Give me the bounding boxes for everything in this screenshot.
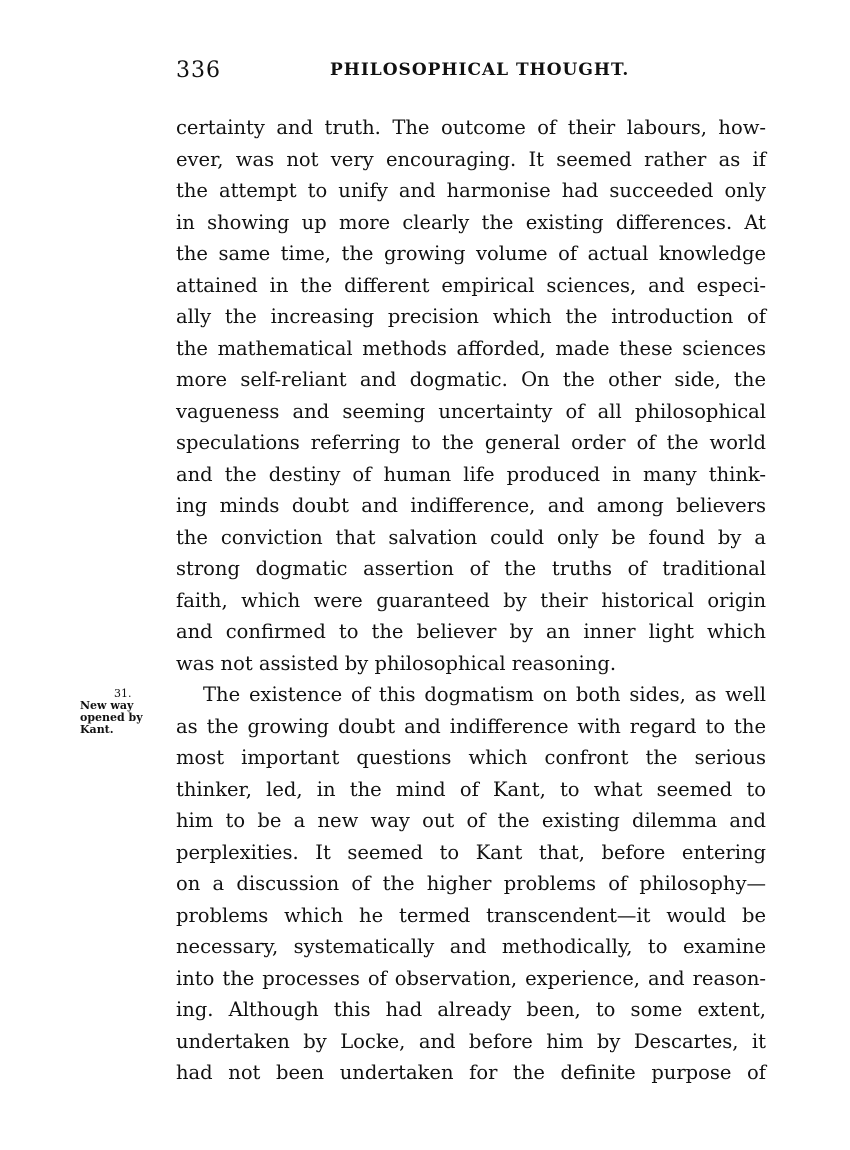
text-line: attained in the different empirical sciences, and especi- — [176, 273, 766, 297]
text-line: faith, which were guaranteed by their historical origin — [176, 588, 766, 612]
text-line: ing minds doubt and indifference, and among believers — [176, 494, 766, 517]
text-line: perplexities. It seemed to Kant that, before entering — [176, 840, 766, 864]
text-line: strong dogmatic assertion of the truths of traditional — [176, 557, 766, 580]
running-head — [176, 58, 766, 90]
text-line: more self-reliant and dogmatic. On the other side, the — [176, 368, 766, 391]
text-line: certainty and truth. The outcome of their labours, how- — [176, 116, 766, 139]
text-line: and the destiny of human life produced in many think- — [176, 462, 766, 486]
text-line: the mathematical methods afforded, made these sciences — [176, 336, 766, 360]
text-line: ever, was not very encouraging. It seemed rather as if — [176, 147, 766, 171]
body-text — [176, 112, 766, 1089]
text-line: ally the increasing precision which the introduction of — [176, 305, 766, 328]
text-line: The existence of this dogmatism on both sides, as well — [203, 683, 766, 706]
margin-note-line: opened by — [80, 711, 143, 724]
text-line: undertaken by Locke, and before him by Descartes, it — [176, 1029, 766, 1053]
text-line: vagueness and seeming uncertainty of all philosophical — [176, 399, 766, 423]
text-line: in showing up more clearly the existing differences. At — [176, 210, 766, 234]
text-line: ing. Although this had already been, to some extent, — [176, 998, 766, 1021]
text-line: the same time, the growing volume of actual knowledge — [176, 242, 766, 265]
text-line: as the growing doubt and indifference with regard to the — [176, 714, 766, 738]
running-title: PHILOSOPHICAL THOUGHT. — [330, 60, 630, 80]
text-line: the conviction that salvation could only be found by a — [176, 525, 766, 549]
text-line: thinker, led, in the mind of Kant, to what seemed to — [176, 777, 766, 801]
margin-note — [80, 688, 160, 736]
text-line: most important questions which confront the serious — [176, 746, 766, 769]
text-line: on a discussion of the higher problems of philosophy— — [176, 872, 766, 895]
paragraph-1 — [176, 112, 766, 679]
text-line: was not assisted by philosophical reasoning. — [176, 651, 617, 675]
margin-note-line: Kant. — [80, 723, 114, 736]
page-number: 336 — [176, 58, 221, 83]
text-line: into the processes of observation, experience, and reason- — [176, 966, 766, 990]
text-line: had not been undertaken for the definite purpose of — [176, 1061, 766, 1084]
text-line: the attempt to unify and harmonise had succeeded only — [176, 179, 766, 202]
text-line: problems which he termed transcendent—it would be — [176, 903, 766, 927]
text-line: and confirmed to the believer by an inner light which — [176, 620, 766, 643]
text-line: him to be a new way out of the existing dilemma and — [176, 809, 766, 832]
margin-note-number: 31. — [114, 687, 132, 700]
paragraph-2 — [176, 679, 766, 1089]
text-line: necessary, systematically and methodically, to examine — [176, 935, 766, 958]
text-line: speculations referring to the general order of the world — [176, 431, 766, 454]
margin-note-line: New way — [80, 699, 134, 712]
